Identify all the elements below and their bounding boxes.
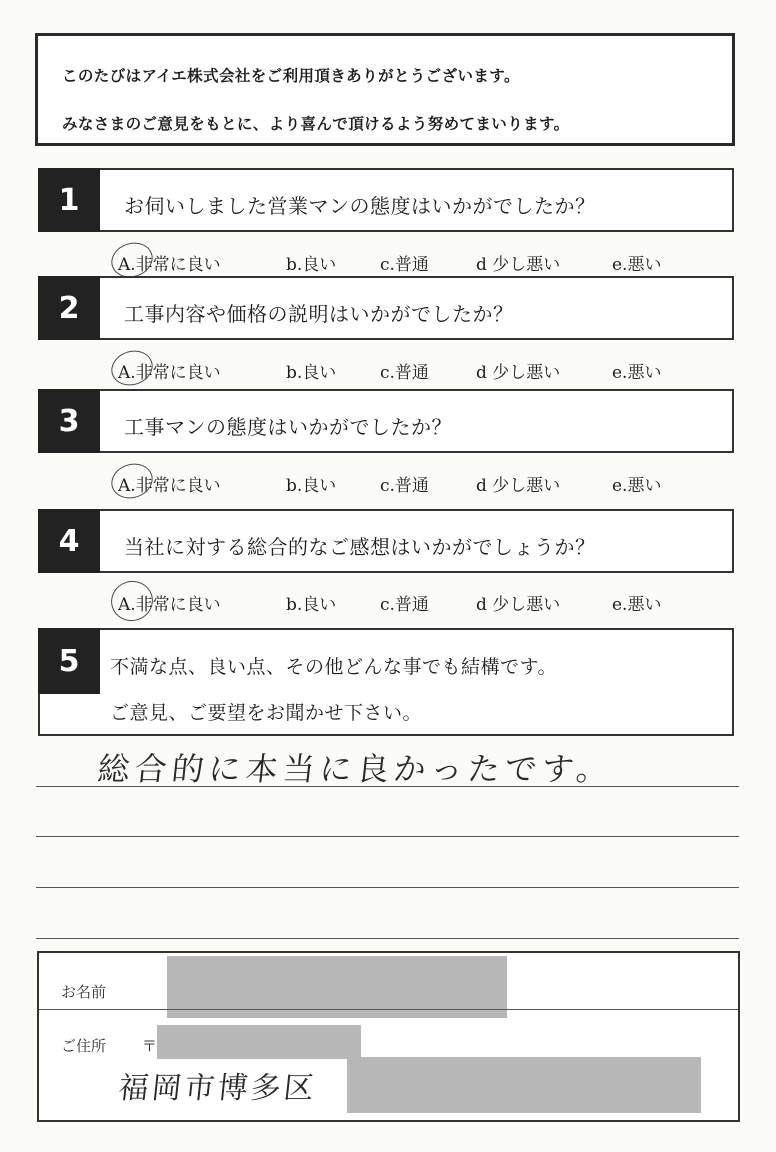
comment-line bbox=[36, 786, 739, 787]
option-d[interactable]: d 少し悪い bbox=[476, 255, 561, 275]
selection-circle bbox=[107, 458, 157, 503]
question-5 bbox=[38, 628, 734, 736]
question-text: 工事マンの態度はいかがでしたか？ bbox=[124, 415, 452, 439]
selection-circle bbox=[107, 345, 157, 390]
handwritten-address: 福岡市博多区 bbox=[116, 1071, 319, 1106]
info-divider bbox=[39, 1009, 738, 1010]
option-a[interactable]: A.非常に良い bbox=[118, 590, 221, 615]
address-label: ご住所 bbox=[61, 1037, 107, 1055]
option-d[interactable]: d 少し悪い bbox=[476, 363, 561, 383]
handwritten-comment: 総合的に本当に良かったです。 bbox=[95, 750, 616, 788]
option-d[interactable]: d 少し悪い bbox=[476, 476, 561, 496]
option-d[interactable]: d 少し悪い bbox=[476, 595, 561, 615]
option-b[interactable]: b.良い bbox=[286, 255, 337, 275]
option-a[interactable]: A.非常に良い bbox=[118, 471, 221, 496]
option-b[interactable]: b.良い bbox=[286, 476, 337, 496]
question-3 bbox=[38, 389, 734, 453]
postal-code-redaction bbox=[157, 1025, 361, 1059]
options-row-2 bbox=[0, 358, 776, 386]
comment-line bbox=[36, 887, 739, 888]
option-c[interactable]: c.普通 bbox=[380, 476, 429, 496]
address-redaction bbox=[347, 1057, 701, 1113]
option-e[interactable]: e.悪い bbox=[612, 255, 662, 275]
options-row-4 bbox=[0, 590, 776, 618]
question-text: お伺いしました営業マンの態度はいかがでしたか？ bbox=[124, 194, 596, 218]
comment-line bbox=[36, 836, 739, 837]
question-number: 1 bbox=[38, 168, 100, 232]
option-e[interactable]: e.悪い bbox=[612, 476, 662, 496]
selection-circle bbox=[106, 575, 158, 626]
option-b[interactable]: b.良い bbox=[286, 595, 337, 615]
question-number: 3 bbox=[38, 389, 100, 453]
question-text: 工事内容や価格の説明はいかがでしたか？ bbox=[124, 302, 514, 326]
postal-mark: 〒 bbox=[142, 1037, 158, 1055]
question-number: 2 bbox=[38, 276, 100, 340]
option-b[interactable]: b.良い bbox=[286, 363, 337, 383]
question-text-line-1: 不満な点、良い点、その他どんな事でも結構です。 bbox=[110, 656, 557, 678]
intro-line-2: みなさまのご意見をもとに、より喜んで頂けるよう努めてまいります。 bbox=[62, 115, 570, 133]
question-number: 4 bbox=[38, 509, 100, 573]
option-c[interactable]: c.普通 bbox=[380, 255, 429, 275]
question-4 bbox=[38, 509, 734, 573]
customer-info-box bbox=[37, 951, 740, 1122]
question-2 bbox=[38, 276, 734, 340]
intro-box bbox=[35, 33, 735, 146]
options-row-3 bbox=[0, 471, 776, 499]
option-c[interactable]: c.普通 bbox=[380, 363, 429, 383]
comment-line bbox=[36, 938, 739, 939]
option-e[interactable]: e.悪い bbox=[612, 595, 662, 615]
question-text: 当社に対する総合的なご感想はいかがでしょうか？ bbox=[124, 535, 596, 559]
question-text-line-2: ご意見、ご要望をお聞かせ下さい。 bbox=[110, 702, 423, 724]
question-number: 5 bbox=[38, 628, 100, 694]
name-label: お名前 bbox=[61, 983, 107, 1001]
option-c[interactable]: c.普通 bbox=[380, 595, 429, 615]
option-a[interactable]: A.非常に良い bbox=[118, 250, 221, 275]
option-a[interactable]: A.非常に良い bbox=[118, 358, 221, 383]
option-e[interactable]: e.悪い bbox=[612, 363, 662, 383]
intro-line-1: このたびはアイエ株式会社をご利用頂きありがとうございます。 bbox=[62, 67, 520, 85]
question-1 bbox=[38, 168, 734, 232]
options-row-1 bbox=[0, 250, 776, 278]
